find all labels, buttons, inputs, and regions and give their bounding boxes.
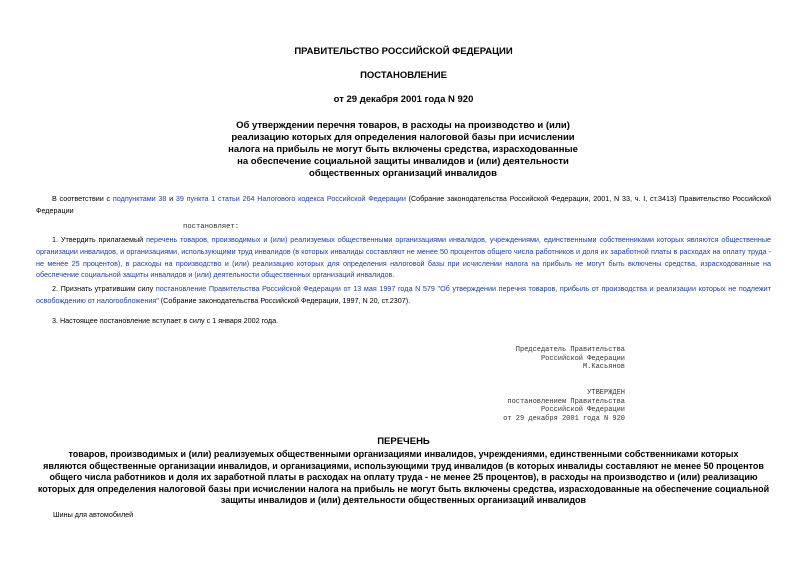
preamble-prefix: В соответствии с	[52, 194, 113, 203]
list-subtitle-line: защиты инвалидов и (или) деятельности общественных организаций инвалидов	[220, 495, 587, 506]
law-link-subparagraph-38[interactable]: подпунктами 38	[112, 194, 167, 203]
approval-line: от 29 декабря 2001 года N 920	[503, 414, 625, 423]
title-line: налога на прибыль не могут быть включены средства, израсходованные	[228, 144, 578, 155]
list-subtitle-line: общего числа работников и доля их заработной платы в расходах на оплату труда - не менее 25 процентов), в расходы на производство и (или) реализацию	[49, 472, 758, 483]
list-item: Шины для автомобилей	[53, 510, 134, 519]
document-type: ПОСТАНОВЛЕНИЕ	[360, 70, 447, 81]
approved-list-link[interactable]: перечень товаров, производимых и (или) реализуемых общественными организациями инвалидов, учреждениями, единственными собственниками которых являются общественные организации инвалидов, и организациями, использующими труд инвалидов (в которых инвалиды составляют не менее 50 процентов общего числа работников и доля их заработной платы в расходах на оплату труда - не менее 25 процентов), в расходы на производство и (или) реализацию которых для определения налоговой базы при исчислении налога на прибыль не могут быть включены средства, израсходованные на обеспечение социальной защиты инвалидов и (или) деятельности общественных организаций инвалидов.	[36, 235, 771, 280]
approval-line: УТВЕРЖДЕН	[587, 389, 625, 397]
approval-stamp	[503, 389, 625, 423]
preamble-conjunction: и	[166, 194, 176, 203]
document-date-number: от 29 декабря 2001 года N 920	[333, 94, 474, 105]
approval-line: постановлением Правительства	[507, 397, 625, 406]
list-heading: ПЕРЕЧЕНЬ	[377, 436, 430, 447]
preamble-suffix: (Собрание законодательства Российской Федерации, 2001, N 33, ч. I, ст.3413) Правительство Российской Федерации	[36, 194, 771, 215]
law-link-tax-code-article-264[interactable]: 39 пункта 1 статьи 264 Налогового кодекса Российской Федерации	[175, 194, 406, 203]
item-2-paragraph	[36, 283, 771, 307]
title-line: Об утверждении перечня товаров, в расходы на производство и (или)	[236, 120, 570, 131]
signature-line: М.Касьянов	[582, 363, 625, 372]
title-line: реализацию которых для определения налоговой базы при исчислении	[231, 132, 575, 143]
signature-line: Российской Федерации	[540, 354, 625, 363]
approval-line: Российской Федерации	[540, 406, 625, 415]
title-line: на обеспечение социальной защиты инвалидов и (или) деятельности	[237, 156, 569, 167]
item-3-paragraph: 3. Настоящее постановление вступает в силу с 1 января 2002 года.	[52, 316, 279, 325]
preamble-paragraph	[36, 193, 771, 217]
repealed-resolution-link[interactable]: постановление Правительства Российской Федерации от 13 мая 1997 года N 579 "Об утверждении перечня товаров, прибыль от производства и реализации которых не подлежит освобождению от налогообложения"	[36, 284, 771, 305]
list-subtitle-line: являются общественные организации инвалидов, и организациями, использующими труд инвалидов (в которых инвалиды составляют не менее 50 процентов	[43, 460, 764, 471]
government-heading: ПРАВИТЕЛЬСТВО РОССИЙСКОЙ ФЕДЕРАЦИИ	[294, 46, 513, 57]
list-subtitle-line: товаров, производимых и (или) реализуемых общественными организациями инвалидов, учреждениями, единственными собственниками которых	[68, 449, 739, 459]
list-subtitle	[36, 449, 771, 507]
item-1-paragraph	[36, 234, 771, 281]
signature-block	[516, 346, 625, 372]
item-1-prefix: 1. Утвердить прилагаемый	[52, 235, 147, 244]
signature-line: Председатель Правительства	[515, 346, 625, 354]
title-line: общественных организаций инвалидов	[309, 168, 497, 179]
decides-label: постановляет:	[183, 223, 240, 231]
item-2-prefix: 2. Признать утратившим силу	[52, 284, 156, 293]
document-title	[190, 120, 616, 180]
list-subtitle-line: которых для определения налоговой базы при исчислении налога на прибыль не могут быть включены средства, израсходованные на обеспечение социальной	[37, 483, 770, 494]
item-2-suffix: (Собрание законодательства Российской Федерации, 1997, N 20, ст.2307).	[158, 295, 411, 305]
